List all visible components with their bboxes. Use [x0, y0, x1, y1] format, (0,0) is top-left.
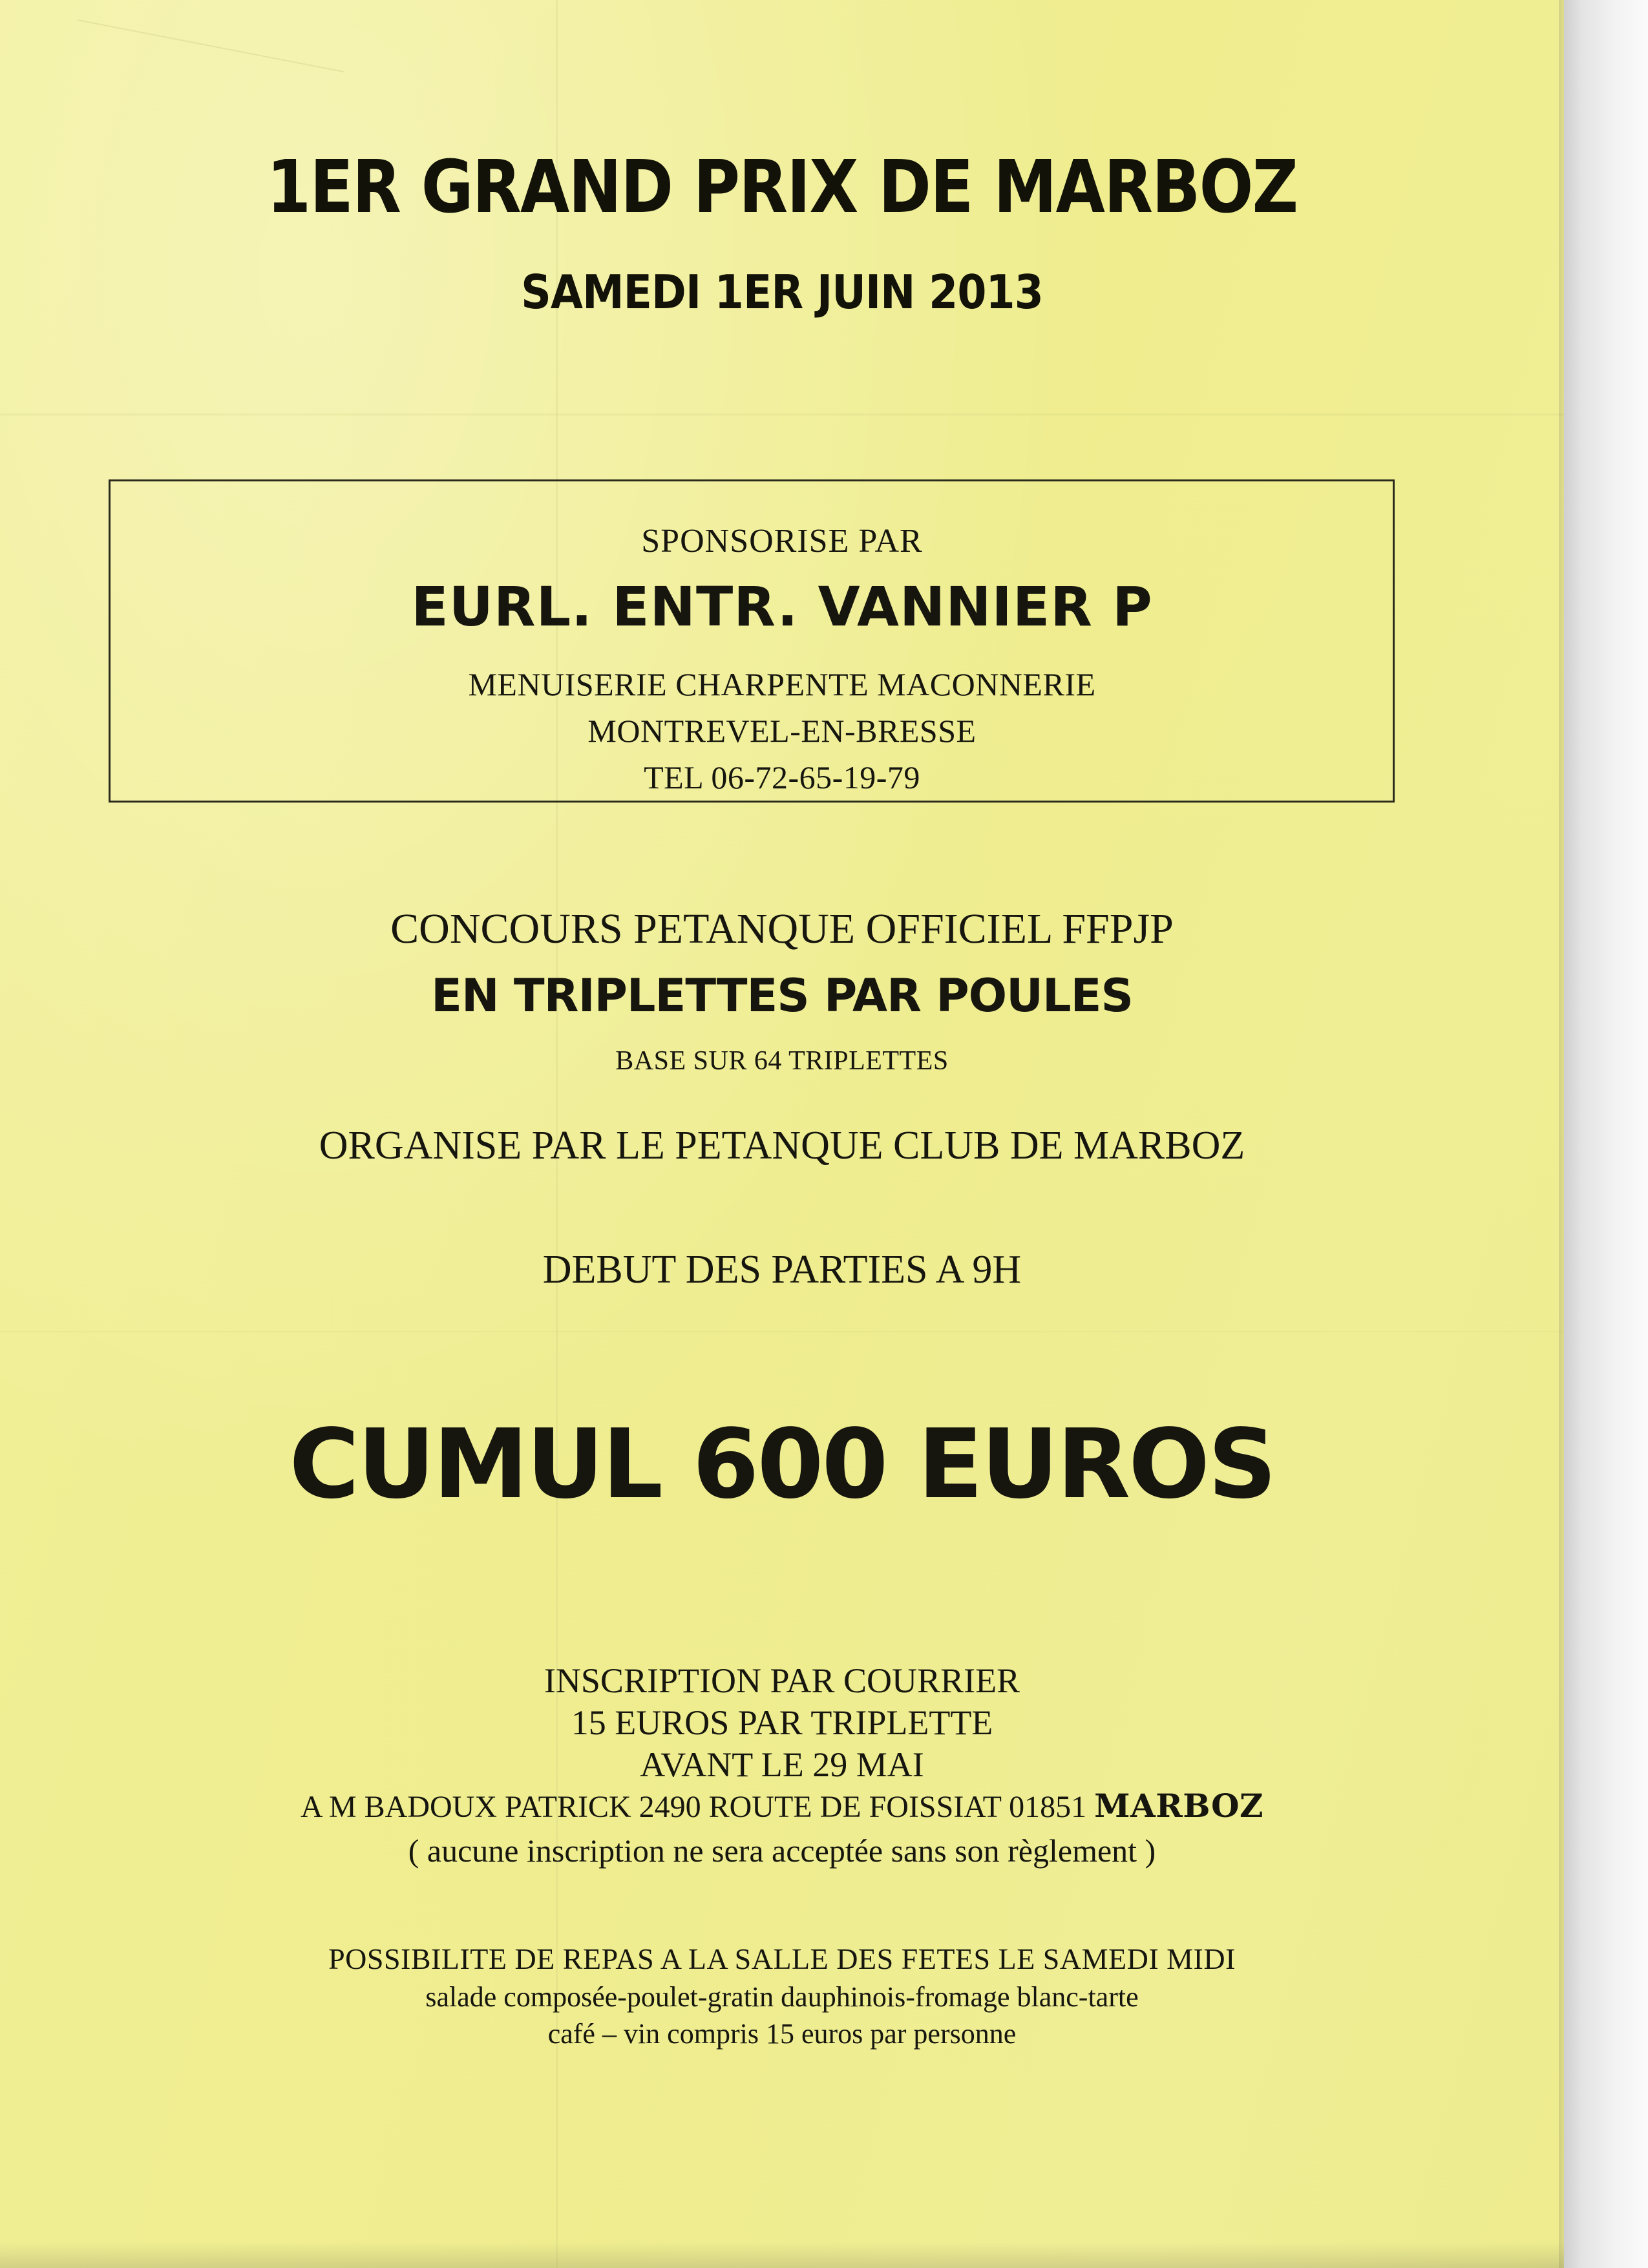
meal-availability: POSSIBILITE DE REPAS A LA SALLE DES FETES LE SAMEDI MIDI	[328, 1942, 1236, 1975]
competition-format: EN TRIPLETTES PAR POULES	[431, 969, 1133, 1022]
registration-address	[0, 1787, 1564, 1825]
meal-price: café – vin compris 15 euros par personne	[547, 2018, 1017, 2050]
registration-method: INSCRIPTION PAR COURRIER	[544, 1661, 1020, 1700]
sponsor-name: EURL. ENTR. VANNIER P	[411, 575, 1153, 638]
sponsor-phone: TEL 06-72-65-19-79	[644, 759, 920, 795]
sponsor-label: SPONSORISE PAR	[641, 523, 923, 560]
event-date: SAMEDI 1ER JUIN 2013	[521, 265, 1043, 319]
page-title: 1ER GRAND PRIX DE MARBOZ	[266, 145, 1298, 229]
registration-deadline: AVANT LE 29 MAI	[640, 1745, 924, 1784]
page-bottom-shadow	[0, 2242, 1564, 2268]
competition-start-time: DEBUT DES PARTIES A 9H	[542, 1248, 1022, 1292]
sponsor-city: MONTREVEL-EN-BRESSE	[587, 713, 977, 749]
competition-official: CONCOURS PETANQUE OFFICIEL FFPJP	[390, 905, 1174, 952]
registration-fee: 15 EUROS PAR TRIPLETTE	[571, 1703, 993, 1742]
scanner-background	[1564, 0, 1648, 2268]
competition-base: BASE SUR 64 TRIPLETTES	[615, 1046, 949, 1076]
registration-note: ( aucune inscription ne sera acceptée sans son règlement )	[408, 1832, 1156, 1869]
competition-organizer: ORGANISE PAR LE PETANQUE CLUB DE MARBOZ	[319, 1124, 1245, 1168]
prize-amount: CUMUL 600 EUROS	[289, 1409, 1275, 1520]
sponsor-trade: MENUISERIE CHARPENTE MACONNERIE	[468, 666, 1096, 702]
registration-address-town: MARBOZ	[1094, 1787, 1264, 1825]
registration-address-prefix: A M BADOUX PATRICK 2490 ROUTE DE FOISSIAT 01851	[300, 1790, 1087, 1824]
meal-menu: salade composée-poulet-gratin dauphinois-fromage blanc-tarte	[425, 1981, 1139, 2013]
